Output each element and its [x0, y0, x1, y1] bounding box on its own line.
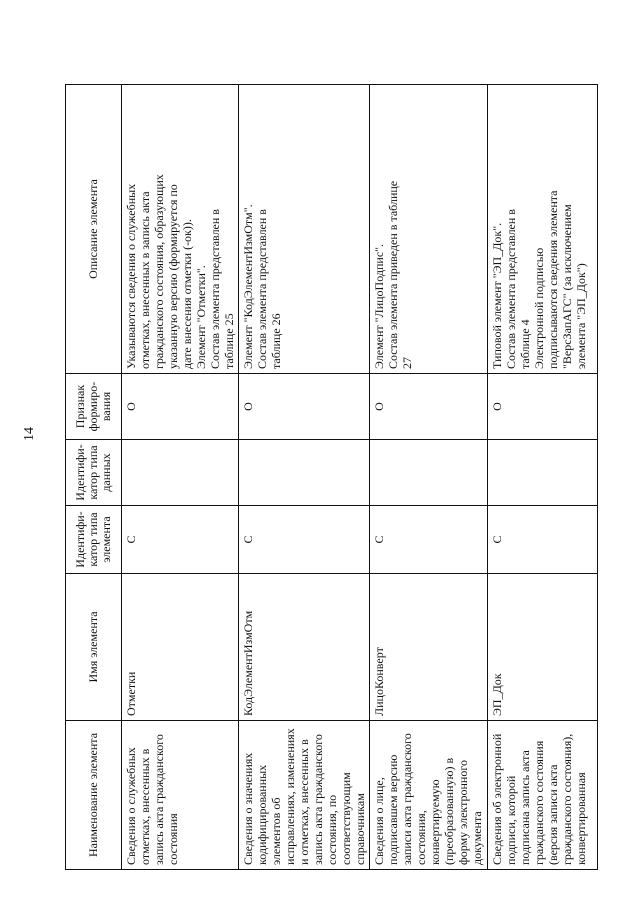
desc-line: элемента "ЭП_Док") — [574, 263, 588, 369]
cell-desc — [488, 85, 598, 374]
desc-line: дате внесения отметки (-ок)). — [180, 219, 194, 369]
elements-table — [65, 84, 598, 870]
header-desc: Описание элемента — [66, 85, 122, 374]
desc-line: Элемент "ЛицоПодпис". — [372, 243, 386, 369]
desc-line: указанную версию (формируется по — [166, 184, 180, 369]
cell-type: С — [488, 506, 598, 574]
cell-name: Сведения о лице, подписавшем версию записи акта гражданского состояния, конвертируемую (преобразованную) в форму электронного документа — [370, 721, 488, 870]
desc-line: отметках, внесенных в запись акта — [138, 191, 152, 369]
desc-line: подписываются сведения элемента — [546, 190, 560, 369]
cell-form: О — [370, 374, 488, 440]
cell-desc — [239, 85, 370, 374]
header-name: Наименование элемента — [66, 721, 122, 870]
header-type: Идентифи-катор типа элемента — [66, 506, 122, 574]
cell-form: О — [122, 374, 239, 440]
desc-line: Элемент "Отметки". — [194, 265, 208, 369]
desc-line: гражданского состояния, образующих — [152, 174, 166, 369]
desc-line: 27 — [400, 357, 414, 369]
table-row — [122, 85, 239, 870]
cell-desc — [122, 85, 239, 374]
cell-id: ЭП_Док — [488, 574, 598, 721]
table-header-row — [66, 85, 122, 870]
desc-line: Элемент "КодЭлементИзмОтм". — [241, 204, 255, 369]
cell-form: О — [239, 374, 370, 440]
cell-name: Сведения о служебных отметках, внесенных в запись акта гражданского состояния — [122, 721, 239, 870]
cell-desc — [370, 85, 488, 374]
rotated-table-container — [65, 85, 593, 870]
desc-line: Состав элемента представлен в — [208, 209, 222, 369]
cell-form: О — [488, 374, 598, 440]
cell-id: КодЭлементИзмОтм — [239, 574, 370, 721]
desc-line: Электронной подписью — [532, 247, 546, 369]
cell-type: С — [122, 506, 239, 574]
cell-type: С — [239, 506, 370, 574]
desc-line: Типовой элемент "ЭП_Док". — [490, 222, 504, 369]
desc-line: Состав элемента приведен в таблице — [386, 180, 400, 369]
desc-line: "ВерсЗапАГС" (за исключением — [560, 204, 574, 369]
cell-dtype — [239, 440, 370, 506]
cell-dtype — [370, 440, 488, 506]
table-row — [370, 85, 488, 870]
cell-id: ЛицоКонверт — [370, 574, 488, 721]
desc-line: таблице 26 — [269, 313, 283, 369]
cell-name: Сведения об электронной подписи, которой подписана запись акта гражданского состояния (версия записи акта гражданского состояния), конвертированная — [488, 721, 598, 870]
header-form: Признак формиро-вания — [66, 374, 122, 440]
desc-line: Состав элемента представлен в — [255, 209, 269, 369]
header-dtype: Идентифи-катор типа данных — [66, 440, 122, 506]
header-id: Имя элемента — [66, 574, 122, 721]
table-row — [488, 85, 598, 870]
page-number: 14 — [22, 427, 37, 441]
desc-line: таблице 25 — [222, 313, 236, 369]
cell-type: С — [370, 506, 488, 574]
cell-name: Сведения о значениях кодифицированных элементов об исправлениях, изменениях и отметках, внесенных в запись акта гражданского состояния, по соответствующим справочникам — [239, 721, 370, 870]
desc-line: таблице 4 — [518, 319, 532, 369]
cell-dtype — [488, 440, 598, 506]
desc-line: Указываются сведения о служебных — [124, 183, 138, 369]
cell-dtype — [122, 440, 239, 506]
table-row — [239, 85, 370, 870]
desc-line: Состав элемента представлен в — [504, 209, 518, 369]
cell-id: Отметки — [122, 574, 239, 721]
